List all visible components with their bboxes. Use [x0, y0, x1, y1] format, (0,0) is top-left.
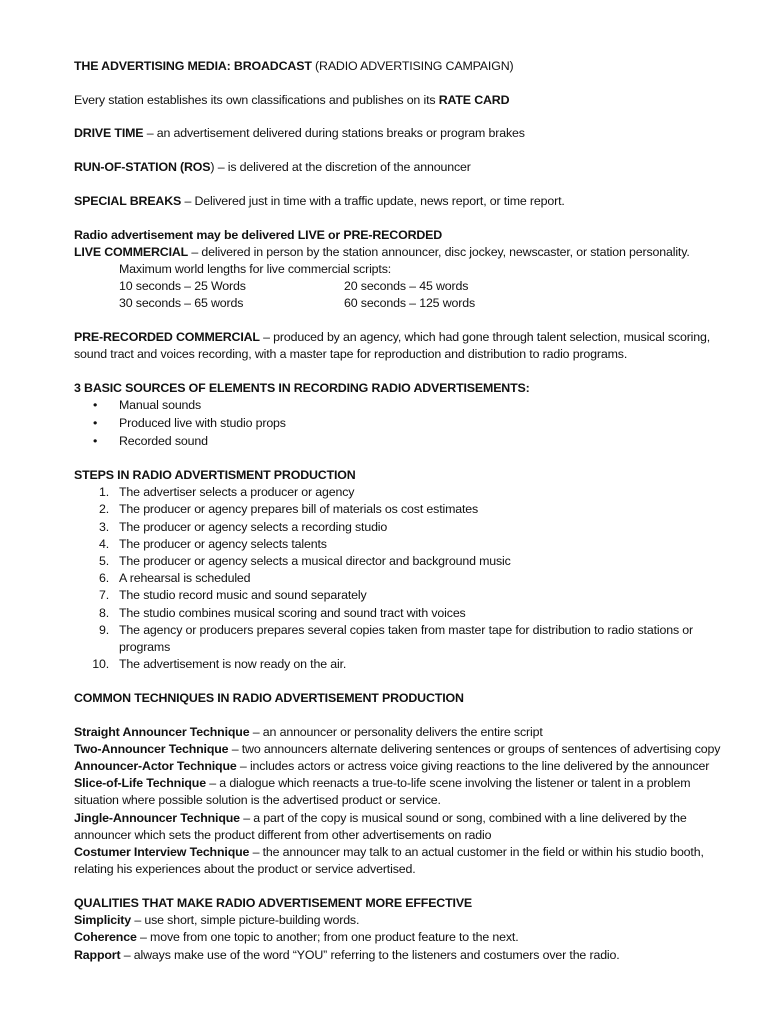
live-commercial-term: LIVE COMMERCIAL: [74, 244, 189, 259]
qualities-section: [74, 895, 724, 964]
step-text: A rehearsal is scheduled: [119, 571, 251, 586]
length-cell: 60 seconds – 125 words: [344, 296, 476, 311]
drive-time-paragraph: [74, 125, 724, 142]
technique-item: [74, 758, 724, 775]
list-item-text: Manual sounds: [119, 398, 202, 413]
special-breaks-paragraph: [74, 193, 724, 210]
document-title: [74, 58, 724, 75]
quality-definition: – always make use of the word “YOU” referring to the listeners and costumers over the radio.: [120, 947, 620, 962]
ros-definition: ) – is delivered at the discretion of the announcer: [210, 160, 471, 175]
step-number: 9.: [98, 622, 109, 637]
step-text: The advertiser selects a producer or agency: [119, 485, 355, 500]
list-item: [74, 397, 724, 415]
step-text: The producer or agency prepares bill of materials os cost estimates: [119, 502, 479, 517]
list-item-text: Recorded sound: [119, 433, 208, 448]
list-item: [74, 570, 724, 587]
sources-heading-text: 3 BASIC SOURCES OF ELEMENTS IN RECORDING RADIO ADVERTISEMENTS:: [74, 380, 530, 395]
step-number: 7.: [98, 588, 109, 603]
live-commercial-definition: – delivered in person by the station announcer, disc jockey, newscaster, or station personality.: [188, 244, 690, 259]
technique-term: Jingle-Announcer Technique: [74, 810, 240, 825]
list-item: [74, 484, 724, 501]
list-item: [74, 553, 724, 570]
ros-paragraph: [74, 159, 724, 176]
list-item: [74, 519, 724, 536]
drive-time-definition: – an advertisement delivered during stations breaks or program brakes: [143, 126, 525, 141]
technique-item: [74, 810, 724, 844]
step-number: 5.: [98, 554, 109, 569]
step-number: 10.: [92, 657, 109, 672]
delivery-heading-text: Radio advertisement may be delivered LIVE or PRE-RECORDED: [74, 227, 443, 242]
list-item: [74, 656, 724, 673]
step-number: 6.: [98, 571, 109, 586]
list-item: [74, 501, 724, 518]
document-page: [74, 58, 724, 964]
technique-term: Straight Announcer Technique: [74, 724, 250, 739]
bullet-icon: •: [93, 415, 98, 430]
steps-list: [74, 484, 724, 673]
quality-term: Simplicity: [74, 913, 132, 928]
length-cell: 10 seconds – 25 Words: [119, 279, 246, 294]
step-text: The producer or agency selects talents: [119, 536, 327, 551]
list-item: [74, 622, 724, 656]
step-text: The studio combines musical scoring and sound tract with voices: [119, 605, 466, 620]
steps-section: [74, 467, 724, 673]
title-bold: THE ADVERTISING MEDIA: BROADCAST: [74, 59, 312, 73]
title-rest: (RADIO ADVERTISING CAMPAIGN): [311, 59, 514, 73]
step-number: 8.: [98, 605, 109, 620]
technique-definition: – an announcer or personality delivers the entire script: [249, 724, 543, 739]
length-cell: 30 seconds – 65 words: [119, 296, 244, 311]
techniques-heading: [74, 690, 724, 707]
special-breaks-definition: – Delivered just in time with a traffic update, news report, or time report.: [181, 193, 565, 208]
step-text: The producer or agency selects a recording studio: [119, 519, 388, 534]
quality-term: Coherence: [74, 930, 137, 945]
max-lengths-label: Maximum world lengths for live commercial scripts:: [119, 261, 392, 276]
step-number: 4.: [98, 536, 109, 551]
length-cell: 20 seconds – 45 words: [344, 279, 469, 294]
step-text: The studio record music and sound separately: [119, 588, 367, 603]
prerecorded-definition: – produced by an agency, which had gone through talent selection, musical scoring, sound tract and voices recording, with a master tape for reproduction and distribution to radio programs.: [74, 330, 711, 362]
step-text: The advertisement is now ready on the air.: [119, 657, 347, 672]
list-item: [74, 536, 724, 553]
technique-item: [74, 724, 724, 741]
list-item-text: Produced live with studio props: [119, 415, 286, 430]
prerecorded-paragraph: [74, 329, 724, 363]
intro-paragraph: [74, 92, 724, 109]
ros-term: RUN-OF-STATION (ROS: [74, 160, 211, 175]
bullet-icon: •: [93, 398, 98, 413]
technique-term: Two-Announcer Technique: [74, 741, 229, 756]
qualities-heading-text: QUALITIES THAT MAKE RADIO ADVERTISEMENT MORE EFFECTIVE: [74, 896, 473, 910]
length-row: [74, 278, 724, 295]
prerecorded-term: PRE-RECORDED COMMERCIAL: [74, 330, 260, 345]
live-commercial-paragraph: [74, 244, 724, 261]
sources-section: [74, 380, 724, 451]
technique-definition: – includes actors or actress voice giving reactions to the line delivered by the announcer: [236, 759, 710, 774]
drive-time-term: DRIVE TIME: [74, 126, 144, 141]
technique-term: Announcer-Actor Technique: [74, 759, 237, 774]
qualities-heading: [74, 895, 724, 912]
technique-item: [74, 741, 724, 758]
step-number: 1.: [98, 485, 109, 500]
quality-item: [74, 947, 724, 964]
techniques-section: [74, 724, 724, 879]
quality-item: [74, 912, 724, 929]
rate-card-term: RATE CARD: [438, 92, 510, 107]
technique-term: Costumer Interview Technique: [74, 845, 250, 860]
sources-list: [74, 397, 724, 450]
technique-definition: – the announcer may talk to an actual customer in the field or within his studio booth, relating his experiences about the product or service advertised.: [74, 845, 704, 877]
technique-definition: – a part of the copy is musical sound or song, combined with a line delivered by the announcer which sets the product different from other advertisements on radio: [74, 810, 687, 842]
step-text: The agency or producers prepares several copies taken from master tape for distribution to radio stations or programs: [119, 622, 694, 655]
list-item: [74, 433, 724, 451]
steps-heading-text: STEPS IN RADIO ADVERTISMENT PRODUCTION: [74, 468, 356, 483]
technique-definition: – a dialogue which reenacts a true-to-life scene involving the listener or talent in a problem situation where possible solution is the advertised product or service.: [74, 776, 691, 808]
quality-term: Rapport: [74, 947, 121, 962]
steps-heading: [74, 467, 724, 484]
technique-term: Slice-of-Life Technique: [74, 776, 206, 791]
step-text: The producer or agency selects a musical director and background music: [119, 554, 511, 569]
list-item: [74, 415, 724, 433]
bullet-icon: •: [93, 433, 98, 448]
intro-text: Every station establishes its own classifications and publishes on its: [74, 92, 439, 107]
step-number: 3.: [98, 519, 109, 534]
technique-item: [74, 844, 724, 878]
delivery-heading: [74, 227, 724, 244]
quality-item: [74, 929, 724, 946]
delivery-section: [74, 227, 724, 313]
step-number: 2.: [98, 502, 109, 517]
list-item: [74, 605, 724, 622]
quality-definition: – use short, simple picture-building words.: [131, 913, 360, 928]
techniques-heading-text: COMMON TECHNIQUES IN RADIO ADVERTISEMENT PRODUCTION: [74, 690, 464, 705]
sources-heading: [74, 380, 724, 397]
length-row: [74, 295, 724, 312]
quality-definition: – move from one topic to another; from one product feature to the next.: [136, 930, 519, 945]
list-item: [74, 587, 724, 604]
technique-definition: – two announcers alternate delivering sentences or groups of sentences of advertising copy: [228, 741, 721, 756]
special-breaks-term: SPECIAL BREAKS: [74, 193, 182, 208]
technique-item: [74, 775, 724, 809]
